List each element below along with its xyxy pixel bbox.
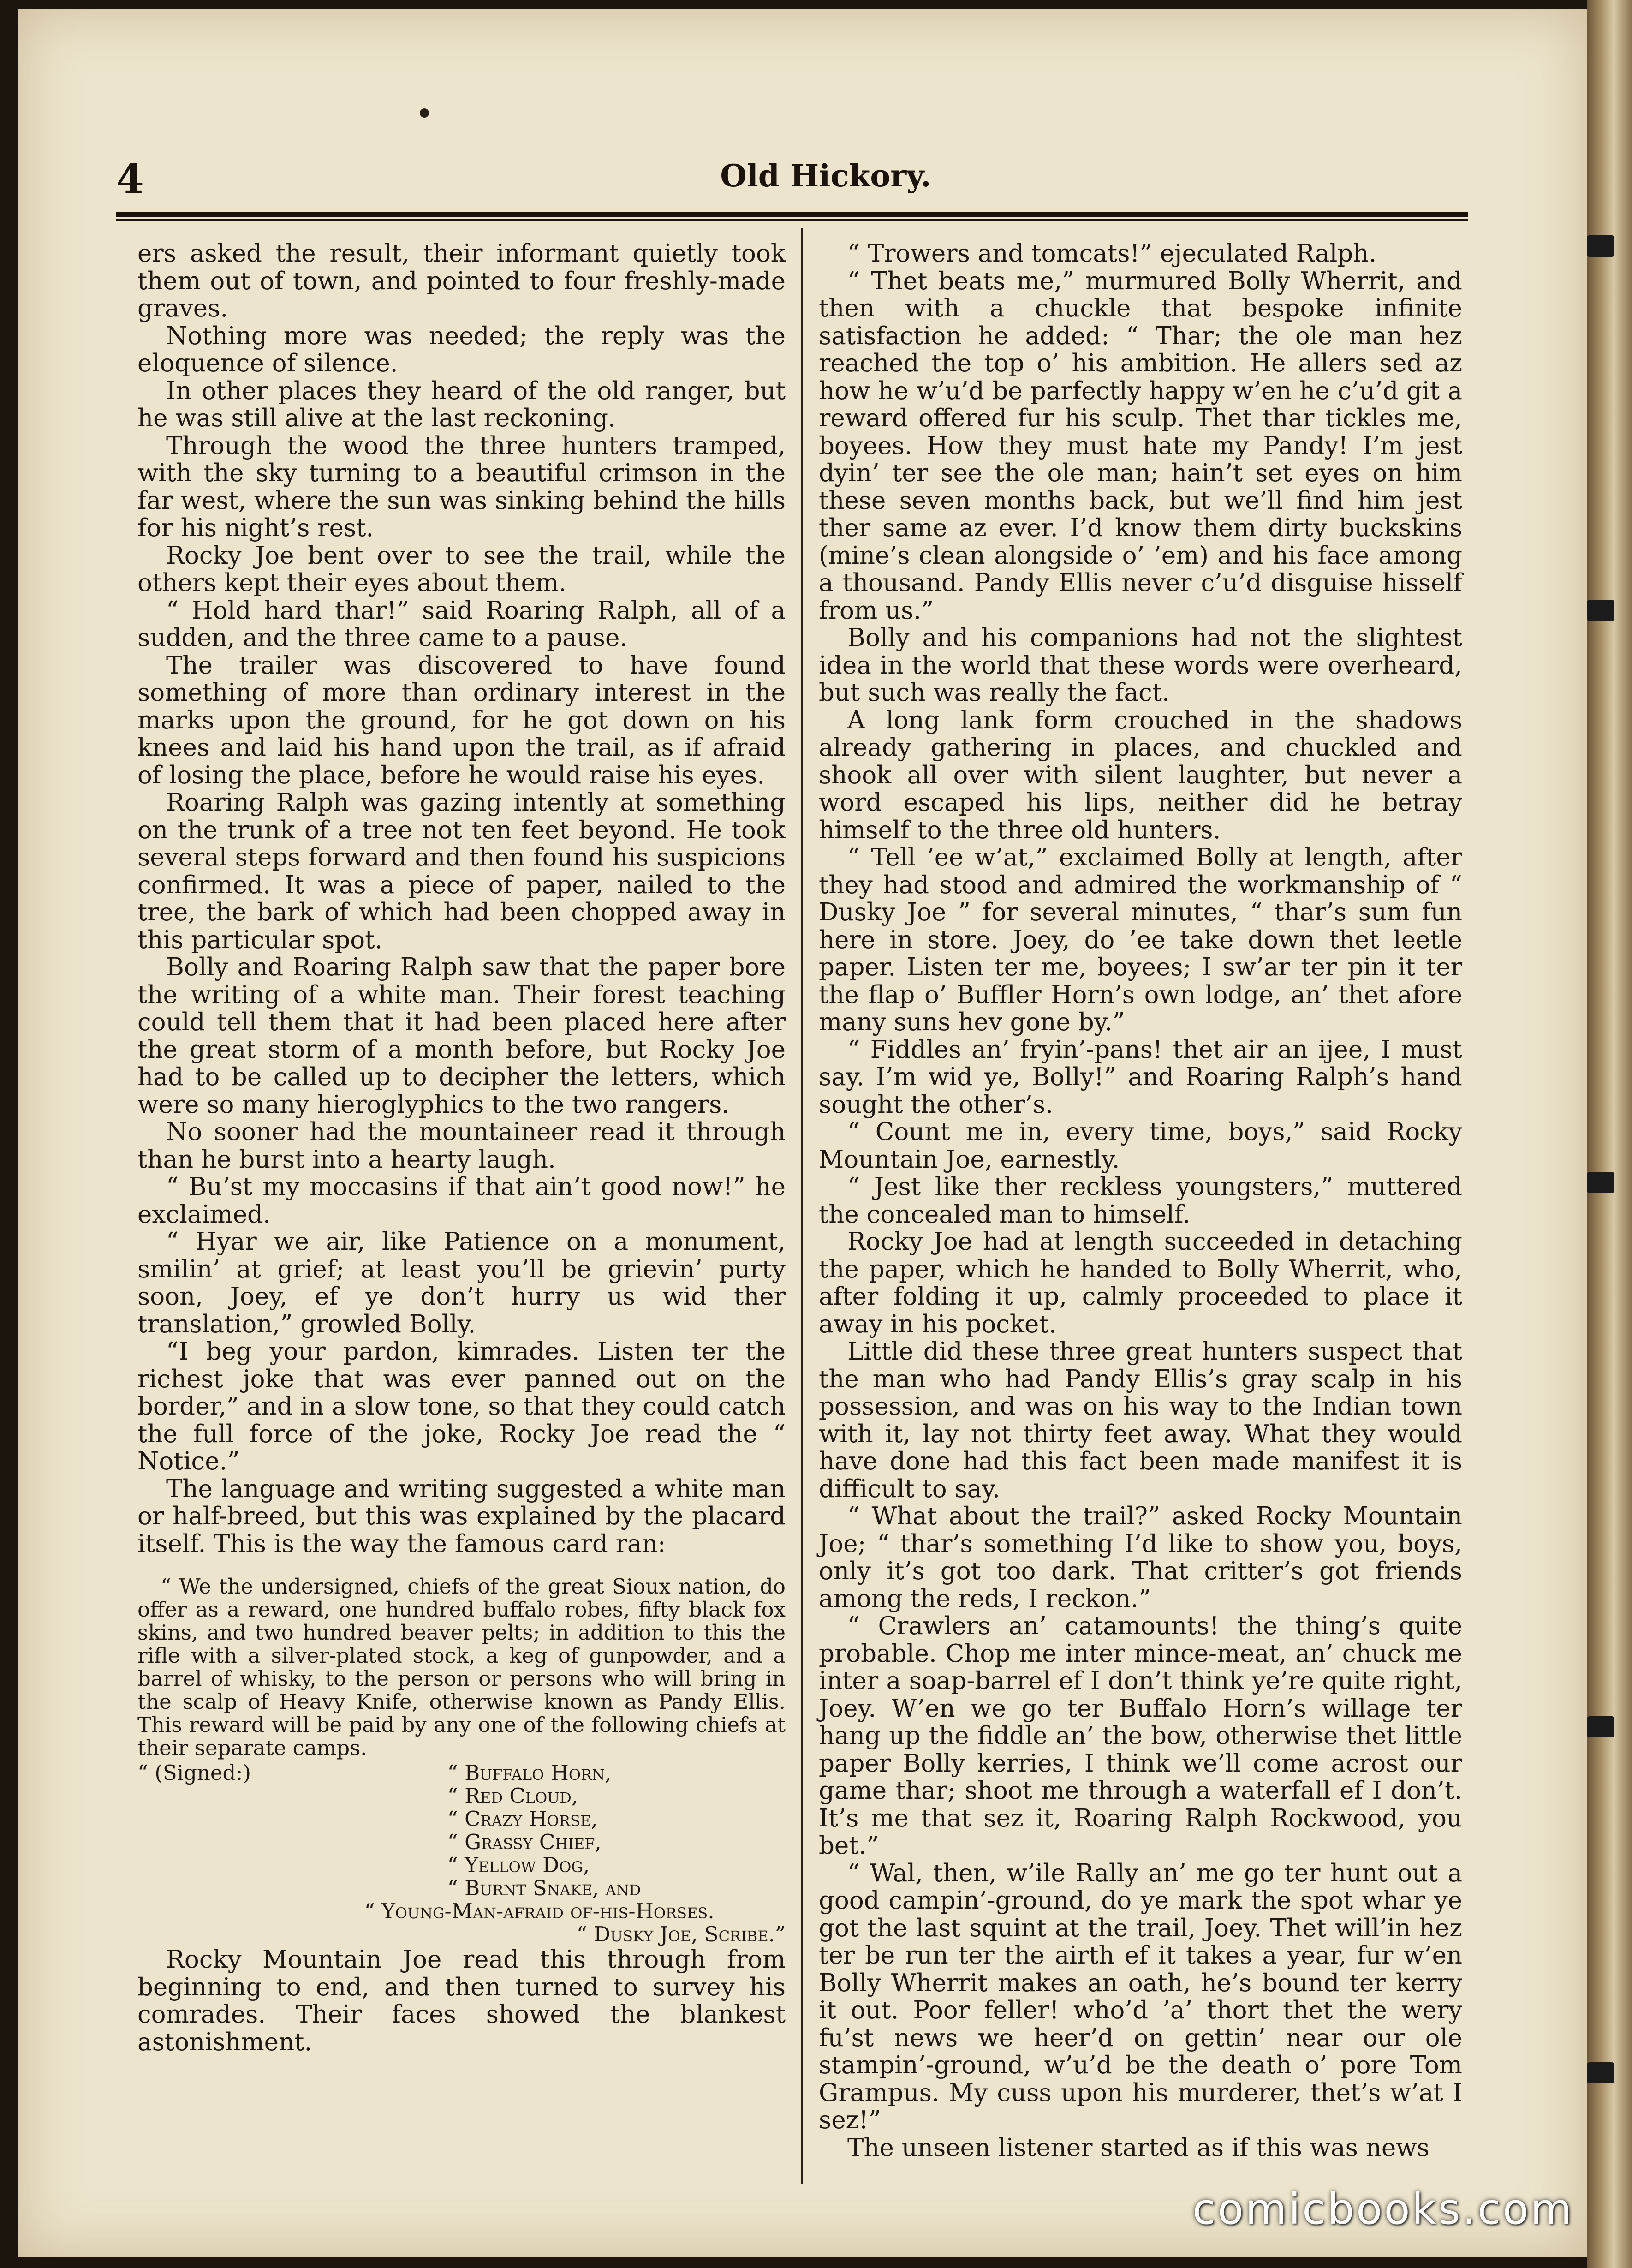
paragraph: A long lank form crouched in the shadows already gathering in places, and chuckled and shook all over with silent laughter, but never a word escaped his lips, neither did he betray himself to the three old hunters. [819,706,1462,844]
paragraph: “ Crawlers an’ catamounts! the thing’s quite probable. Chop me inter mince-meat, an’ chuck me inter a soap-barrel ef I don’t think ye’re quite right, Joey. W’en we go ter Buffalo Horn’s willage ter hang up the fiddle an’ the bow, otherwise thet little paper Bolly kerries, I think we’ll come acrost our game thar; shoot me through a waterfall ef I don’t. It’s me that sez it, Roaring Ralph Rockwood, you bet.” [819,1612,1462,1860]
paragraph: Nothing more was needed; the reply was the eloquence of silence. [137,322,786,377]
paragraph: Rocky Joe had at length succeeded in detaching the paper, which he handed to Bolly Wherrit, who, after folding it up, calmly proceeded to place it away in his pocket. [819,1228,1462,1338]
paragraph: The language and writing suggested a white man or half-breed, but this was explained by the placard itself. This is the way the famous card ran: [137,1474,786,1558]
magazine-page [18,9,1587,2257]
binding-stitch [1587,1172,1614,1193]
paragraph: No sooner had the mountaineer read it through than he burst into a hearty laugh. [137,1118,786,1174]
notice-text: “ We the undersigned, chiefs of the great Sioux nation, do offer as a reward, one hundred buffalo robes, fifty black fox skins, and two hundred beaver pelts; in addition to this the rifle with a silver-plated stock, a keg of gunpowder, and a barrel of whisky, to the person or persons who will bring in the scalp of Heavy Knife, otherwise known as Pandy Ellis. This reward will be paid by any one of the following chiefs at their separate camps. [137,1574,786,1760]
paragraph: “ Hyar we air, like Patience on a monument, smilin’ at grief; at least you’ll be grievin’ purty soon, Joey, ef ye don’t hurry us wid ther translation,” growled Bolly. [137,1228,786,1338]
binding-stitch [1587,235,1614,257]
signature-young-man-afraid: “ Young-Man-afraid of-his-Horses. [364,1899,715,1923]
binding-stitch [1587,600,1614,621]
running-header-title: Old Hickory. [720,158,931,194]
paragraph: The unseen listener started as if this was news [847,2133,1429,2162]
page-number: 4 [116,156,144,203]
watermark: comicbooks.com [1192,2184,1574,2234]
paragraph: “ Trowers and tomcats!” ejeculated Ralph. [847,239,1377,268]
left-column [137,240,786,2056]
signature-burnt-snake: “ Burnt Snake, and [447,1876,641,1900]
paragraph: Little did these three great hunters suspect that the man who had Pandy Ellis’s gray scalp in his possession, and was on his way to the Indian town with it, lay not thirty feet away. What they would have done had this fact been made manifest it is difficult to say. [819,1337,1462,1503]
paragraph: Through the wood the three hunters tramped, with the sky turning to a beautiful crimson in the far west, where the sun was sinking behind the hills for his night’s rest. [137,431,786,542]
paragraph: ers asked the result, their informant quietly took them out of town, and pointed to four freshly-made graves. [137,239,786,322]
signature-crazy-horse: “ Crazy Horse, [447,1807,598,1831]
paragraph: Bolly and Roaring Ralph saw that the paper bore the writing of a white man. Their forest teaching could tell them that it had been placed here after the great storm of a month before, but Rocky Joe had to be called up to decipher the letters, which were so many hieroglyphics to the two rangers. [137,953,786,1119]
paragraph: “ What about the trail?” asked Rocky Mountain Joe; “ thar’s something I’d like to show you, boys, only it’s got too dark. That critter’s got friends among the reds, I reckon.” [819,1502,1462,1613]
paragraph: “ Hold hard thar!” said Roaring Ralph, all of a sudden, and the three came to a pause. [137,596,786,652]
paragraph: “ Bu’st my moccasins if that ain’t good now!” he exclaimed. [137,1173,786,1229]
header-rule-thin [116,219,1468,221]
signature-block [137,1761,786,1946]
paragraph: “ Fiddles an’ fryin’-pans! thet air an ijee, I must say. I’m wid ye, Bolly!” and Roaring Ralph’s hand sought the other’s. [819,1035,1462,1119]
paragraph: “ Count me in, every time, boys,” said Rocky Mountain Joe, earnestly. [819,1118,1462,1174]
paragraph: Rocky Mountain Joe read this through from beginning to end, and then turned to survey his comrades. Their faces showed the blankest astonishment. [137,1946,786,2056]
signature-grassy-chief: “ Grassy Chief, [447,1830,602,1854]
signature-dusky-joe: “ Dusky Joe, Scribe.” [576,1922,786,1946]
paragraph: Bolly and his companions had not the slightest idea in the world that these words were overheard, but such was really the fact. [819,624,1462,707]
paragraph: “ Thet beats me,” murmured Bolly Wherrit, and then with a chuckle that bespoke infinite satisfaction he added: “ Thar; the ole man hez reached the top o’ his ambition. He allers sed az how he w’u’d be parfectly happy w’en he c’u’d git a reward offered fur his sculp. Thet thar tickles me, boyees. How they must hate my Pandy! I’m jest dyin’ ter see the ole man; hain’t set eyes on him these seven months back, but we’ll find him jest ther same az ever. I’d know them dirty buckskins (mine’s clean alongside o’ ’em) and his face among a thousand. Pandy Ellis never c’u’d disguise hisself from us.” [819,267,1462,625]
paragraph: “ Tell ’ee w’at,” exclaimed Bolly at length, after they had stood and admired the workmanship of “ Dusky Joe ” for several minutes, “ thar’s sum fun here in store. Joey, do ’ee take down thet leetle paper. Listen ter me, boyees; I sw’ar ter pin it ter the flap o’ Buffler Horn’s own lodge, an’ thet afore many suns hev gone by.” [819,843,1462,1036]
signature-list [364,1761,786,1946]
reward-notice [137,1575,786,1946]
signature-yellow-dog: “ Yellow Dog, [447,1853,590,1877]
ink-dot [420,108,429,118]
paragraph: The trailer was discovered to have found something of more than ordinary interest in the marks upon the ground, for he got down on his knees and laid his hand upon the trail, as if afraid of losing the place, before he would raise his eyes. [137,651,786,789]
paragraph: In other places they heard of the old ranger, but he was still alive at the last reckoning. [137,376,786,432]
paragraph: Roaring Ralph was gazing intently at something on the trunk of a tree not ten feet beyond. He took several steps forward and then found his suspicions confirmed. It was a piece of paper, nailed to the tree, the bark of which had been chopped away in this particular spot. [137,788,786,954]
binding-stitch [1587,2062,1614,2083]
paragraph: Rocky Joe bent over to see the trail, while the others kept their eyes about them. [137,541,786,597]
column-divider [801,228,803,2184]
binding-stitch [1587,1716,1614,1737]
signature-buffalo-horn: “ Buffalo Horn, [447,1761,612,1785]
binding-spine [1587,0,1632,2268]
signed-label: “ (Signed:) [137,1761,251,1785]
header-rule [116,212,1468,217]
paragraph: “I beg your pardon, kimrades. Listen ter the richest joke that was ever panned out on the border,” and in a slow tone, so that they could catch the full force of the joke, Rocky Joe read the “ Notice.” [137,1337,786,1475]
signature-red-cloud: “ Red Cloud, [447,1784,578,1808]
right-column [819,240,1462,2161]
paragraph: “ Jest like ther reckless youngsters,” muttered the concealed man to himself. [819,1173,1462,1229]
paragraph: “ Wal, then, w’ile Rally an’ me go ter hunt out a good campin’-ground, do ye mark the spot whar ye got the last squint at the trail, Joey. Thet will’in hez ter be run ter the airth ef it takes a year, fur w’en Bolly Wherrit makes an oath, he’s bound ter kerry it out. Poor feller! who’d ’a’ thort thet the wery fu’st news we heer’d on gettin’ near our ole stampin’-ground, w’u’d be the death o’ pore Tom Grampus. My cuss upon his murderer, thet’s w’at I sez!” [819,1859,1462,2134]
